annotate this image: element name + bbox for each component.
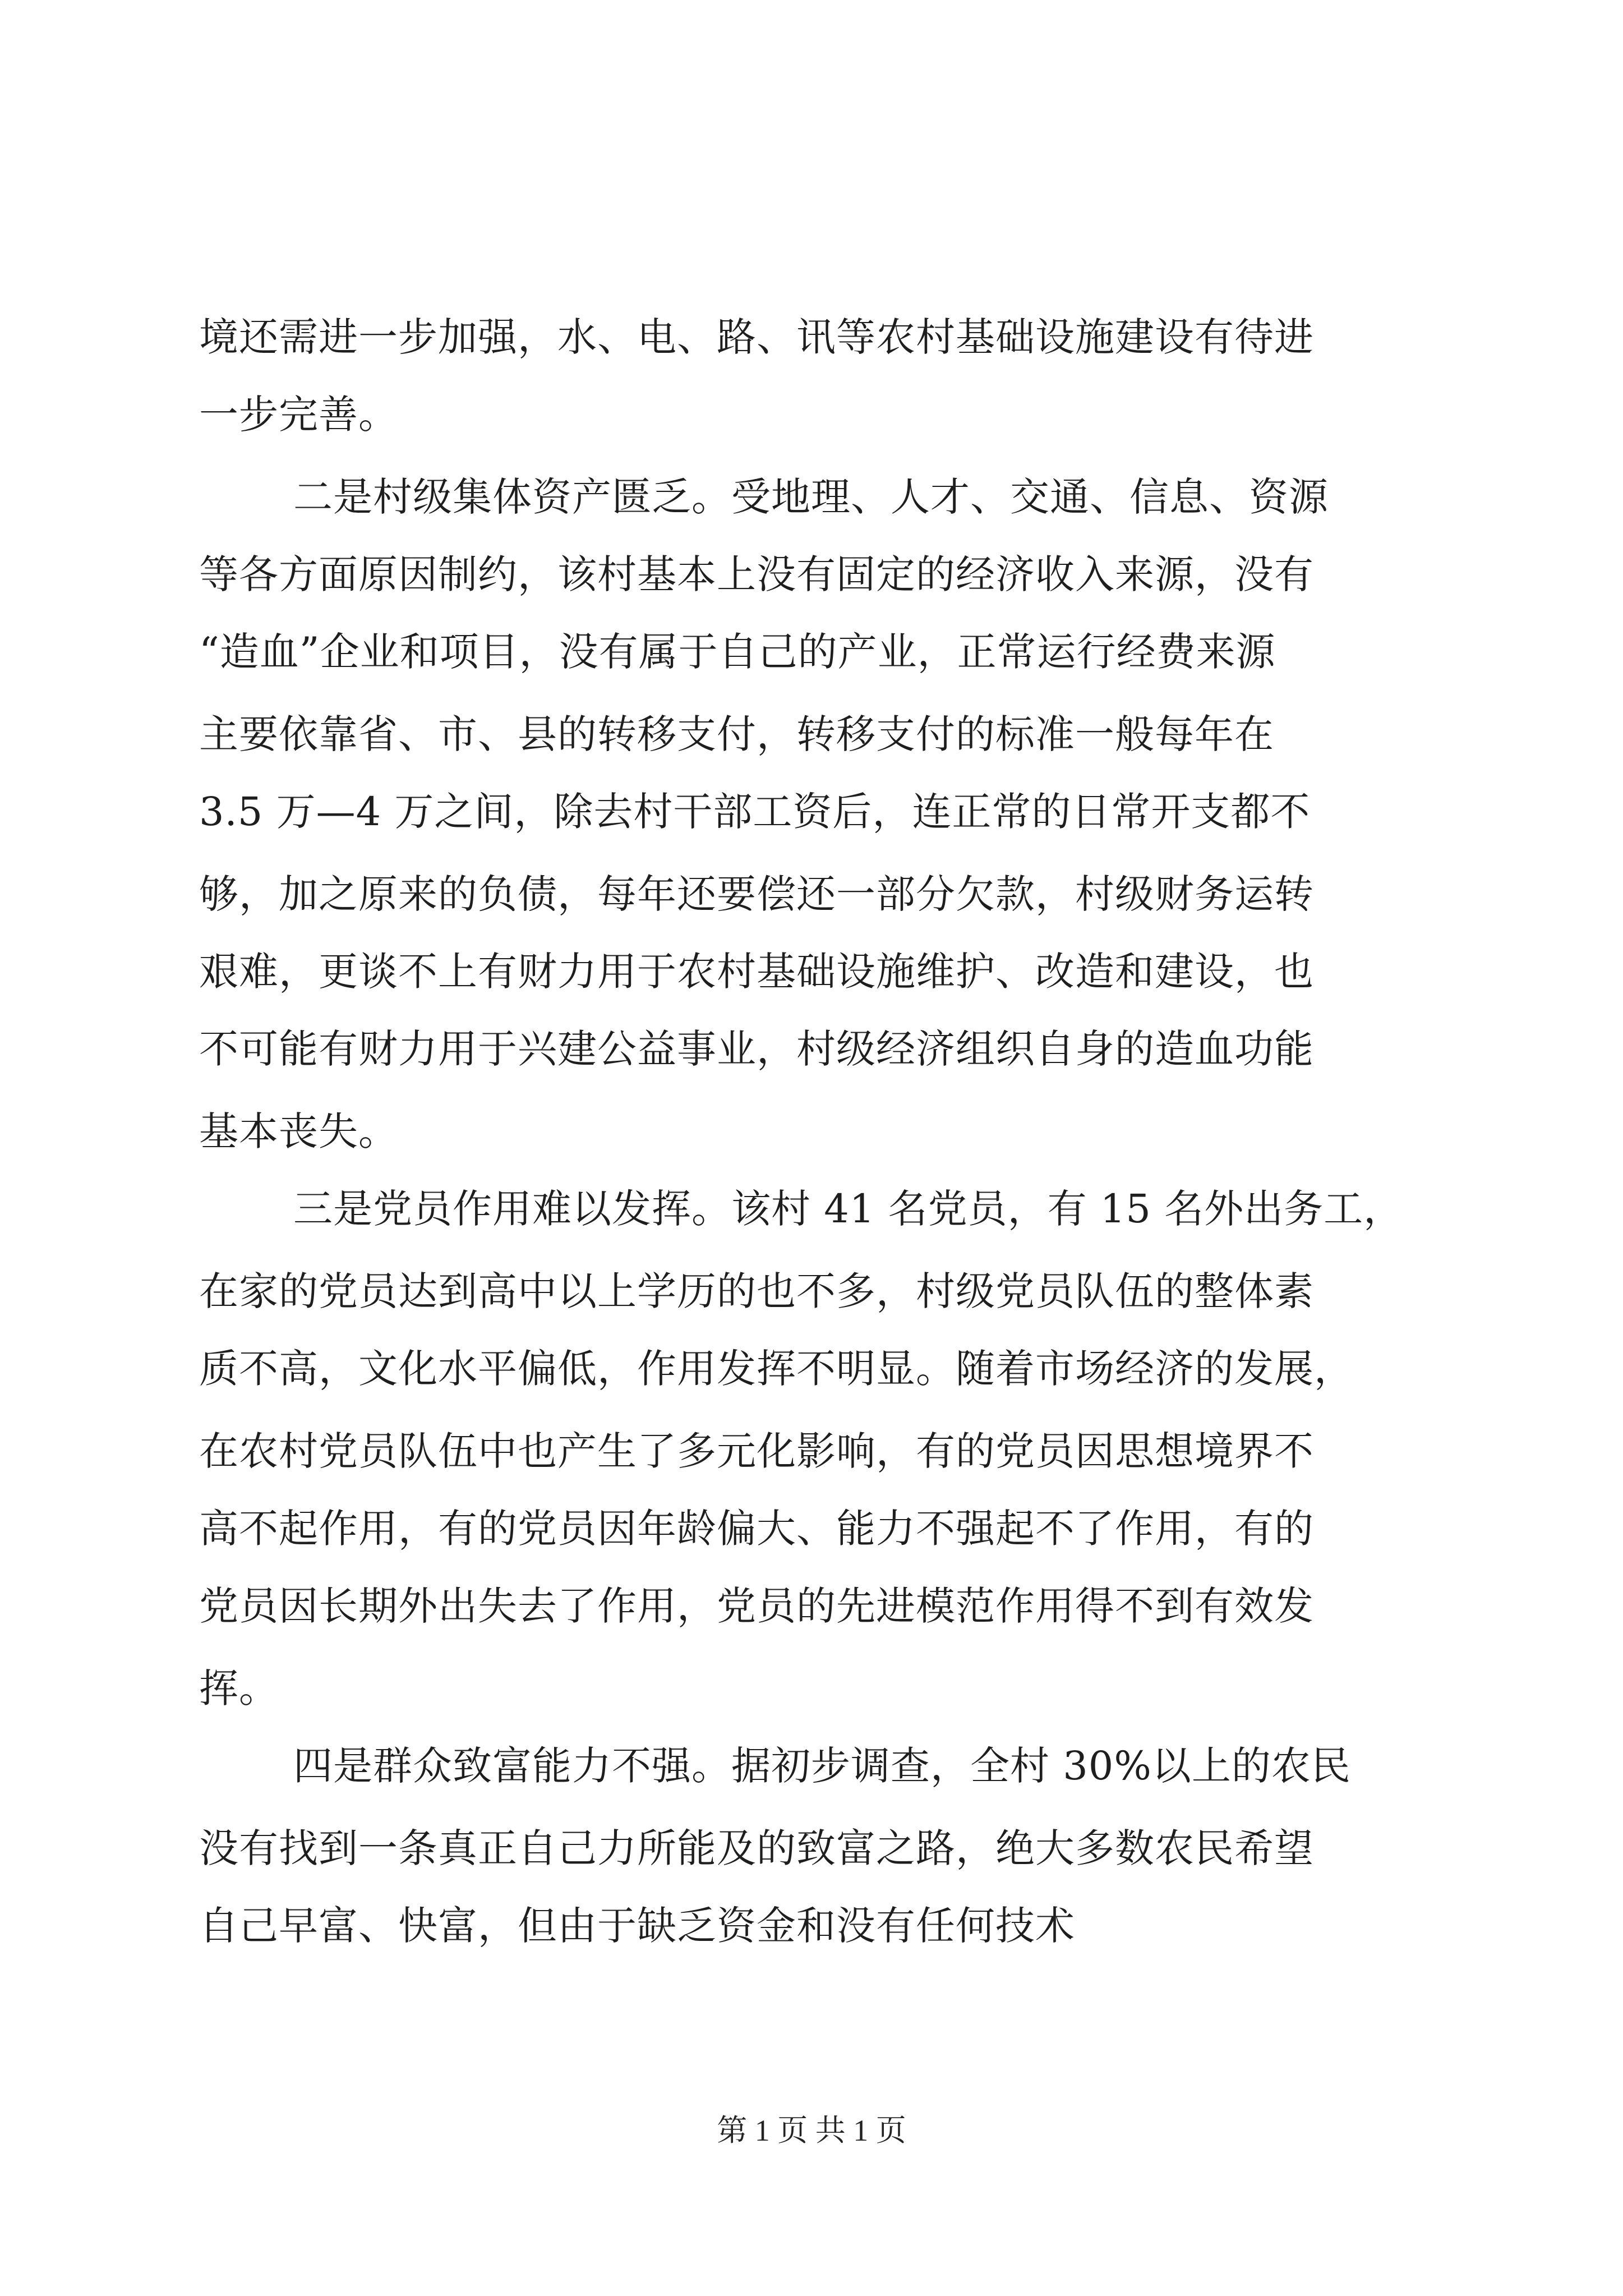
paragraph-start-line: 三是党员作用难以发挥。该村 41 名党员，有 15 名外出务工， <box>293 1186 1404 1232</box>
text-line: 挥。 <box>199 1665 279 1711</box>
text-line: 等各方面原因制约，该村基本上没有固定的经济收入来源，没有 <box>199 551 1314 597</box>
text-line: 艰难，更谈不上有财力用于农村基础设施维护、改造和建设，也 <box>199 949 1314 995</box>
text-line: 够，加之原来的负债，每年还要偿还一部分欠款，村级财务运转 <box>199 871 1314 917</box>
text-line: 主要依靠省、市、县的转移支付，转移支付的标准一般每年在 <box>199 711 1274 757</box>
text-line: 在家的党员达到高中以上学历的也不多，村级党员队伍的整体素 <box>199 1268 1314 1314</box>
text-line: 没有找到一条真正自己力所能及的致富之路，绝大多数农民希望 <box>199 1825 1314 1871</box>
paragraph-start-line: 二是村级集体资产匮乏。受地理、人才、交通、信息、资源 <box>293 474 1329 520</box>
text-line: 3.5 万—4 万之间，除去村干部工资后，连正常的日常开支都不 <box>199 789 1311 835</box>
text-line: 不可能有财力用于兴建公益事业，村级经济组织自身的造血功能 <box>199 1026 1314 1072</box>
text-line: 自己早富、快富，但由于缺乏资金和没有任何技术 <box>199 1903 1075 1949</box>
text-line: 质不高，文化水平偏低，作用发挥不明显。随着市场经济的发展， <box>199 1346 1354 1392</box>
paragraph-start-line: 四是群众致富能力不强。据初步调查，全村 30%以上的农民 <box>293 1743 1351 1789</box>
text-line: 基本丧失。 <box>199 1108 398 1154</box>
text-line: 一步完善。 <box>199 392 398 438</box>
text-line: 党员因长期外出失去了作用，党员的先进模范作用得不到有效发 <box>199 1583 1314 1629</box>
text-line: 在农村党员队伍中也产生了多元化影响，有的党员因思想境界不 <box>199 1428 1314 1474</box>
text-line: 高不起作用，有的党员因年龄偏大、能力不强起不了作用，有的 <box>199 1506 1314 1552</box>
page-number-footer: 第 1 页 共 1 页 <box>717 2114 906 2147</box>
text-line: “造血”企业和项目，没有属于自己的产业，正常运行经费来源 <box>199 629 1276 675</box>
text-line: 境还需进一步加强，水、电、路、讯等农村基础设施建设有待进 <box>199 314 1314 360</box>
